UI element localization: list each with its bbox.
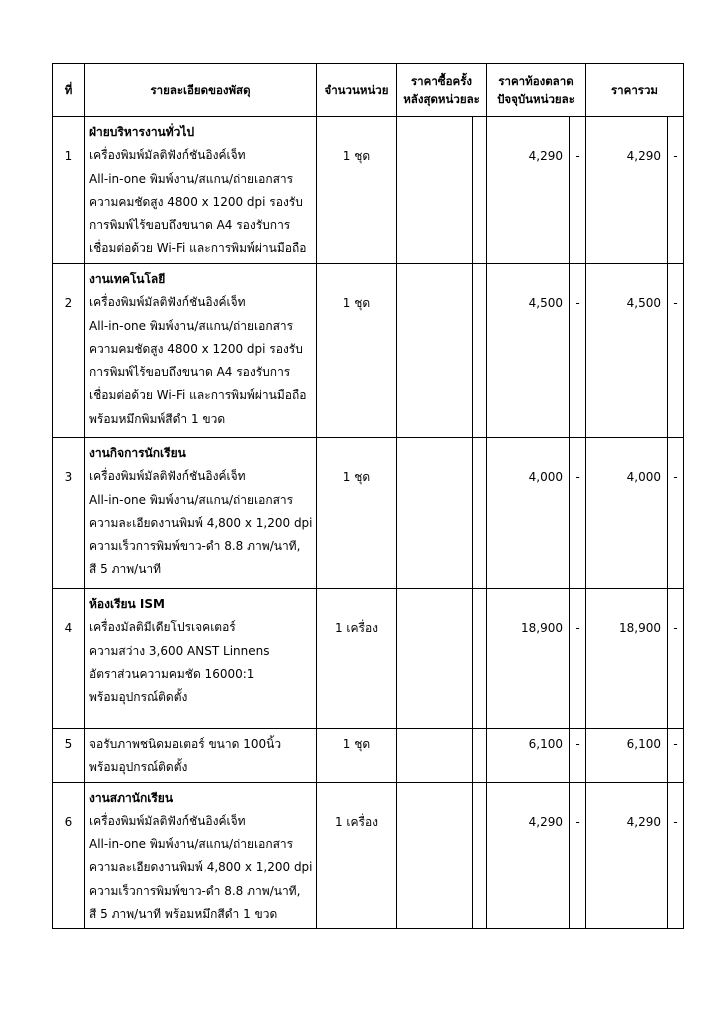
description-line: ความเร็วการพิมพ์ขาว-ดำ 8.8 ภาพ/นาที,: [89, 883, 301, 898]
header-last-price-line2: หลังสุดหน่วยละ: [403, 92, 480, 106]
section-title: งานเทคโนโลยี: [89, 272, 166, 286]
market-price-baht: 6,100: [487, 729, 570, 783]
table-row: [53, 264, 684, 438]
section-title: งานสภานักเรียน: [89, 790, 174, 805]
last-price-baht: [397, 782, 473, 929]
total-price-satang: -: [668, 438, 684, 589]
header-row: [53, 64, 684, 117]
market-price-baht: 18,900: [487, 589, 570, 729]
description-line: เครื่องพิมพ์มัลติฟังก์ชันอิงค์เจ็ท: [89, 148, 246, 163]
table-body: [53, 117, 684, 929]
description-line: ความละเอียดงานพิมพ์ 4,800 x 1,200 dpi: [89, 515, 313, 530]
total-price-baht: 4,290: [586, 117, 668, 264]
item-description: [85, 264, 317, 438]
market-price-baht: 4,000: [487, 438, 570, 589]
item-number: 1: [53, 117, 85, 264]
header-last-price: [397, 64, 487, 117]
last-price-satang: [473, 264, 487, 438]
description-line: All-in-one พิมพ์งาน/สแกน/ถ่ายเอกสาร: [89, 837, 294, 852]
header-market-price-line1: ราคาท้องตลาด: [498, 74, 574, 88]
description-line: พร้อมอุปกรณ์ติดตั้ง: [89, 760, 188, 775]
last-price-baht: [397, 117, 473, 264]
description-line: เครื่องพิมพ์มัลติฟังก์ชันอิงค์เจ็ท: [89, 813, 246, 828]
market-price-satang: -: [570, 782, 586, 929]
total-price-baht: 4,500: [586, 264, 668, 438]
header-market-price-line2: ปัจจุบันหน่วยละ: [497, 92, 575, 106]
header-market-price: [487, 64, 586, 117]
item-number: 3: [53, 438, 85, 589]
total-price-baht: 4,290: [586, 782, 668, 929]
item-quantity: 1 เครื่อง: [317, 782, 397, 929]
header-description: รายละเอียดของพัสดุ: [85, 64, 317, 117]
description-line: All-in-one พิมพ์งาน/สแกน/ถ่ายเอกสาร: [89, 318, 294, 333]
item-quantity: 1 ชุด: [317, 729, 397, 783]
item-quantity: 1 ชุด: [317, 438, 397, 589]
market-price-satang: -: [570, 117, 586, 264]
table-row: [53, 729, 684, 783]
item-quantity: 1 ชุด: [317, 264, 397, 438]
total-price-satang: -: [668, 782, 684, 929]
last-price-satang: [473, 589, 487, 729]
market-price-satang: -: [570, 264, 586, 438]
market-price-satang: -: [570, 729, 586, 783]
item-description: [85, 589, 317, 729]
total-price-satang: -: [668, 589, 684, 729]
item-number: 5: [53, 729, 85, 783]
description-line: สี 5 ภาพ/นาที พร้อมหมึกสีดำ 1 ขวด: [89, 907, 278, 922]
description-line: การพิมพ์ไร้ขอบถึงขนาด A4 รองรับการ: [89, 218, 291, 233]
last-price-baht: [397, 264, 473, 438]
description-line: อัตราส่วนความคมชัด 16000:1: [89, 666, 255, 681]
section-title: ห้องเรียน ISM: [89, 597, 165, 611]
total-price-satang: -: [668, 264, 684, 438]
table-row: [53, 589, 684, 729]
description-line: ความคมชัดสูง 4800 x 1200 dpi รองรับ: [89, 194, 303, 209]
market-price-satang: -: [570, 438, 586, 589]
description-line: เชื่อมต่อด้วย Wi-Fi และการพิมพ์ผ่านมือถือ: [89, 241, 307, 256]
market-price-satang: -: [570, 589, 586, 729]
total-price-satang: -: [668, 729, 684, 783]
description-line: จอรับภาพชนิดมอเตอร์ ขนาด 100นิ้ว: [89, 737, 282, 751]
item-number: 4: [53, 589, 85, 729]
item-description: [85, 438, 317, 589]
description-line: สี 5 ภาพ/นาที: [89, 562, 162, 577]
description-line: พร้อมอุปกรณ์ติดตั้ง: [89, 690, 188, 705]
table-row: [53, 438, 684, 589]
description-line: พร้อมหมึกพิมพ์สีดำ 1 ขวด: [89, 411, 226, 426]
last-price-satang: [473, 117, 487, 264]
description-line: ความเร็วการพิมพ์ขาว-ดำ 8.8 ภาพ/นาที,: [89, 539, 301, 554]
header-last-price-line1: ราคาซื้อครั้ง: [411, 74, 472, 88]
table-row: [53, 117, 684, 264]
header-quantity: จำนวนหน่วย: [317, 64, 397, 117]
last-price-satang: [473, 438, 487, 589]
market-price-baht: 4,290: [487, 782, 570, 929]
description-line: ความละเอียดงานพิมพ์ 4,800 x 1,200 dpi: [89, 860, 313, 875]
description-line: ความสว่าง 3,600 ANST Linnens: [89, 643, 270, 658]
last-price-satang: [473, 782, 487, 929]
item-description: [85, 782, 317, 929]
section-title: งานกิจการนักเรียน: [89, 446, 186, 460]
section-title: ฝ่ายบริหารงานทั่วไป: [89, 125, 195, 139]
description-line: เครื่องพิมพ์มัลติฟังก์ชันอิงค์เจ็ท: [89, 469, 246, 484]
total-price-baht: 6,100: [586, 729, 668, 783]
item-description: [85, 117, 317, 264]
item-quantity: 1 เครื่อง: [317, 589, 397, 729]
description-line: เชื่อมต่อด้วย Wi-Fi และการพิมพ์ผ่านมือถือ: [89, 388, 307, 403]
description-line: เครื่องพิมพ์มัลติฟังก์ชันอิงค์เจ็ท: [89, 295, 246, 310]
item-number: 2: [53, 264, 85, 438]
procurement-table: [52, 63, 684, 929]
item-number: 6: [53, 782, 85, 929]
last-price-satang: [473, 729, 487, 783]
description-line: เครื่องมัลติมีเดียโปรเจคเตอร์: [89, 620, 236, 635]
header-no: ที่: [53, 64, 85, 117]
header-total: ราคารวม: [586, 64, 684, 117]
item-description: [85, 729, 317, 783]
market-price-baht: 4,290: [487, 117, 570, 264]
description-line: All-in-one พิมพ์งาน/สแกน/ถ่ายเอกสาร: [89, 492, 294, 507]
last-price-baht: [397, 729, 473, 783]
description-line: ความคมชัดสูง 4800 x 1200 dpi รองรับ: [89, 341, 303, 356]
item-quantity: 1 ชุด: [317, 117, 397, 264]
total-price-baht: 4,000: [586, 438, 668, 589]
market-price-baht: 4,500: [487, 264, 570, 438]
last-price-baht: [397, 438, 473, 589]
description-line: All-in-one พิมพ์งาน/สแกน/ถ่ายเอกสาร: [89, 171, 294, 186]
total-price-satang: -: [668, 117, 684, 264]
last-price-baht: [397, 589, 473, 729]
total-price-baht: 18,900: [586, 589, 668, 729]
table-row: [53, 782, 684, 929]
description-line: การพิมพ์ไร้ขอบถึงขนาด A4 รองรับการ: [89, 365, 291, 380]
